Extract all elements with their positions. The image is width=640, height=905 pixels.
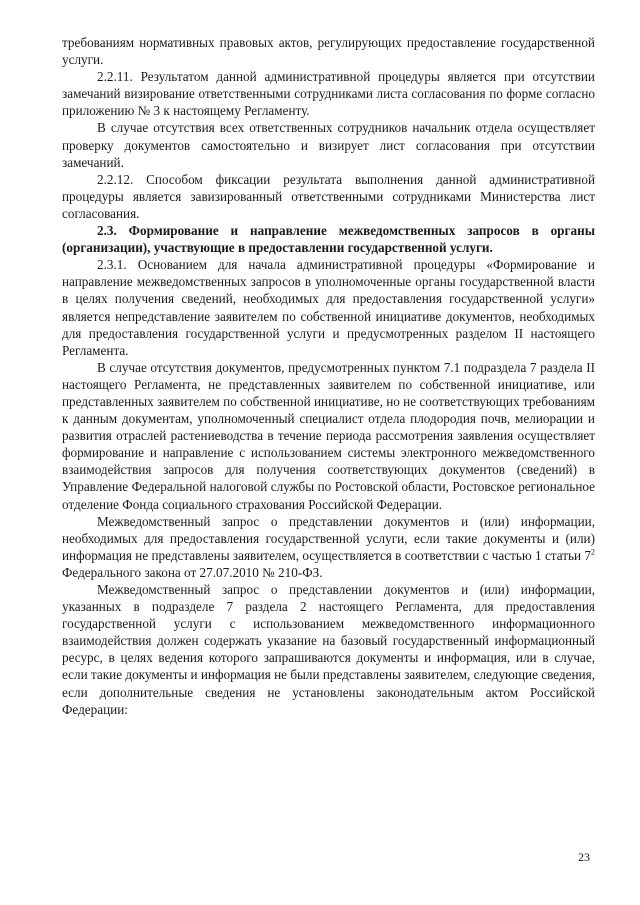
paragraph-2-2-12: 2.2.12. Способом фиксации результата выполнения данной административной процедуры является завизированный ответственными сотрудниками Министерства лист согласования.	[62, 171, 595, 221]
superscript: 2	[591, 547, 595, 557]
paragraph-text-tail: Федерального закона от 27.07.2010 № 210-ФЗ.	[62, 564, 323, 580]
paragraph-2-2-11: 2.2.11. Результатом данной административной процедуры является при отсутствии замечаний визирование ответственными сотрудниками листа согласования по форме согласно приложению № 3 к настоящему Регламенту.	[62, 69, 595, 119]
section-heading-2-3: 2.3. Формирование и направление межведомственных запросов в органы (организации), участвующие в предоставлении государственной услуги.	[62, 223, 595, 256]
paragraph-missing-documents: В случае отсутствия документов, предусмотренных пунктом 7.1 подраздела 7 раздела II настоящего Регламента, не представленных заявителем по собственной инициативе, или представленных заявителем по собственной инициативе, но не соответствующих требованиям к данным документам, уполномоченный специалист отдела плодородия почв, мелиорации и развития отраслей растениеводства в течение периода рассмотрения заявления осуществляет формирование и направление с использованием системы электронного межведомственного взаимодействия запросов для получения соответствующих документов (сведений) в Управление Федеральной налоговой службы по Ростовской области, Ростовское региональное отделение Фонда социального страхования Российской Федерации.	[62, 359, 595, 512]
paragraph-text: Межведомственный запрос о представлении документов и (или) информации, необходимых для предоставления государственной услуги, если такие документы и (или) информация не представлены заявителем, осуществляется в соответствии с частью 1 статьи 7	[62, 513, 595, 563]
paragraph-continuation: требованиям нормативных правовых актов, регулирующих предоставление государственной услуги.	[62, 35, 595, 68]
paragraph-absence-of-staff: В случае отсутствия всех ответственных сотрудников начальник отдела осуществляет проверку документов самостоятельно и визирует лист согласования при отсутствии замечаний.	[62, 120, 595, 170]
paragraph-interagency-request-content: Межведомственный запрос о представлении документов и (или) информации, указанных в подразделе 7 раздела 2 настоящего Регламента, для предоставления государственной услуги с использованием межведомственного информационного взаимодействия должен содержать указание на базовый государственный информационный ресурс, в целях ведения которого запрашиваются документы и информация, или в случае, если такие документы и информация не были представлены заявителем, следующие сведения, если дополнительные сведения не установлены законодательным актом Российской Федерации:	[62, 582, 595, 717]
page-body	[62, 34, 595, 718]
paragraph-2-3-1: 2.3.1. Основанием для начала административной процедуры «Формирование и направление межведомственных запросов в уполномоченные органы государственной власти в целях получения сведений, необходимых для предоставления государственной услуги» является непредставление заявителем по собственной инициативе документов, необходимых для предоставления государственной услуги и предусмотренных разделом II настоящего Регламента.	[62, 257, 595, 358]
page-number: 23	[578, 850, 590, 864]
paragraph-interagency-request-law	[62, 513, 595, 581]
